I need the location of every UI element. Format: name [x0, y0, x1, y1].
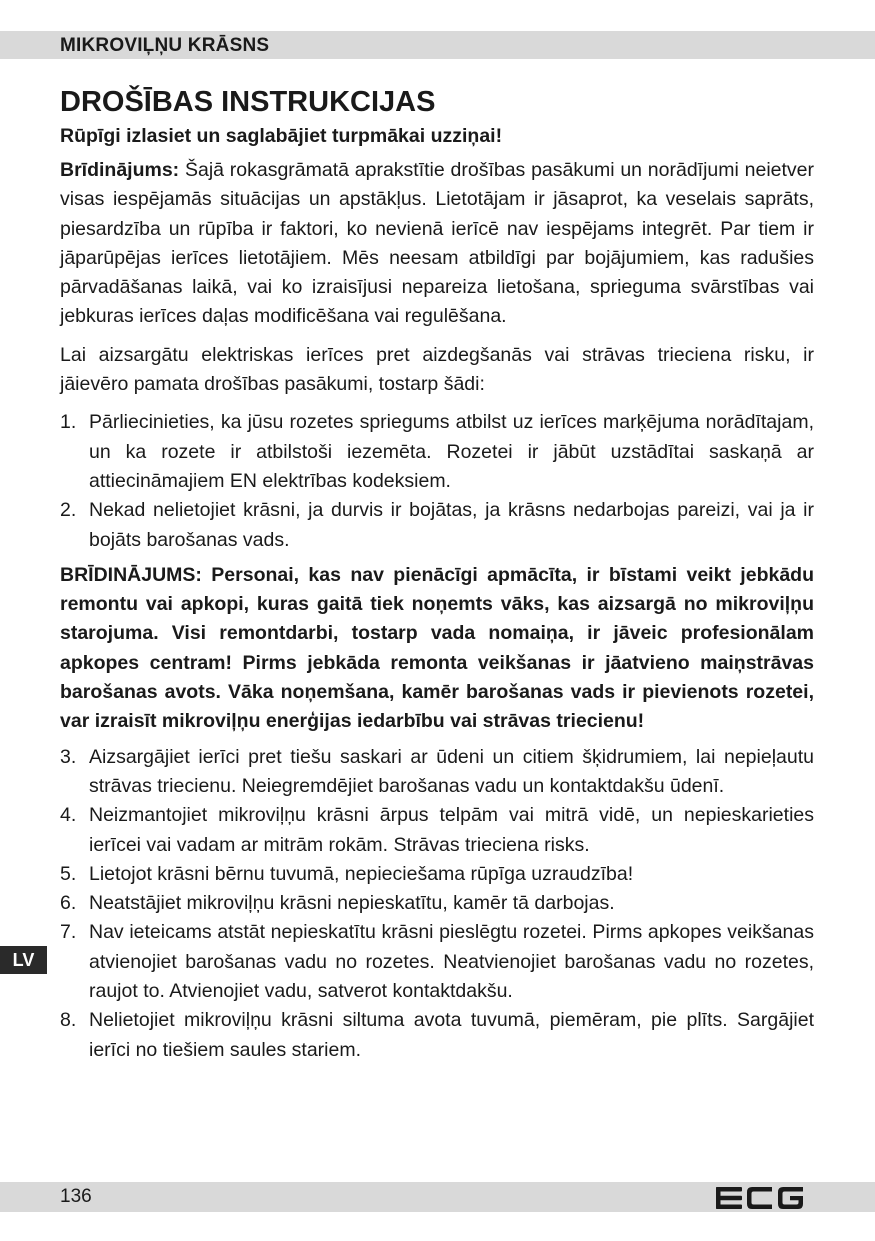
list-item-number: 1. — [60, 411, 77, 434]
list-item — [60, 1006, 814, 1065]
intro-lead: Brīdinājums: — [60, 159, 180, 181]
subtitle: Rūpīgi izlasiet un saglabājiet turpmākai uzziņai! — [60, 125, 503, 147]
list-item-number: 5. — [60, 862, 77, 885]
safety-list-2 — [60, 743, 814, 1065]
list-item — [60, 801, 814, 860]
list-item — [60, 408, 814, 496]
list-item — [60, 743, 814, 802]
ecg-logo — [716, 1187, 804, 1209]
footer-band — [0, 1182, 875, 1212]
list-item-number: 6. — [60, 892, 77, 915]
list-item — [60, 918, 814, 1006]
list-item — [60, 496, 814, 555]
list-item-number: 4. — [60, 804, 77, 827]
page-title: DROŠĪBAS INSTRUKCIJAS — [60, 86, 436, 118]
warning-paragraph: BRĪDINĀJUMS: Personai, kas nav pienācīgi apmācīta, ir bīstami veikt jebkādu remontu vai apkopi, kuras gaitā tiek noņemts vāks, kas aizsargā no mikroviļņu starojuma. Visi remontdarbi, tostarp vada nomaiņa, ir jāveic profesionālam apkopes centram! Pirms jebkāda remonta veikšanas ir jāatvieno maiņstrāvas barošanas avots. Vāka noņemšana, kamēr barošanas vads ir pievienots rozetei, var izraisīt mikroviļņu enerģijas iedarbību vai strāvas triecienu! — [60, 563, 814, 733]
list-item-text: Lietojot krāsni bērnu tuvumā, nepieciešama rūpīga uzraudzība! — [89, 862, 634, 885]
page-number: 136 — [60, 1186, 92, 1207]
list-item — [60, 860, 814, 889]
list-item-text: Aizsargājiet ierīci pret tiešu saskari ar ūdeni un citiem šķidrumiem, lai nepieļautu strāvas triecienu. Neiegremdējiet barošanas vadu un kontaktdakšu ūdenī. — [89, 745, 814, 797]
list-item-text: Pārliecinieties, ka jūsu rozetes spriegums atbilst uz ierīces marķējuma norādītajam, un ka rozete ir atbilstoši iezemēta. Rozetei ir jābūt uzstādītai saskaņā ar attiecināmajiem EN elektrības kodeksiem. — [89, 411, 814, 492]
list-item-text: Nekad nelietojiet krāsni, ja durvis ir bojātas, ja krāsns nedarbojas pareizi, vai ja ir bojāts barošanas vads. — [89, 499, 814, 551]
list-item-number: 7. — [60, 921, 77, 944]
list-item-number: 2. — [60, 499, 77, 522]
safety-list-1 — [60, 408, 814, 554]
intro-paragraph — [60, 156, 814, 332]
language-tab: LV — [0, 946, 47, 974]
paragraph-2: Lai aizsargātu elektriskas ierīces pret aizdegšanās vai strāvas trieciena risku, ir jāievēro pamata drošības pasākumi, tostarp šādi: — [60, 343, 814, 396]
list-item-number: 8. — [60, 1009, 77, 1032]
list-item-number: 3. — [60, 745, 77, 768]
list-item-text: Neizmantojiet mikroviļņu krāsni ārpus telpām vai mitrā vidē, un nepieskarieties ierīcei vai vadam ar mitrām rokām. Strāvas trieciena risks. — [89, 804, 814, 856]
list-item — [60, 889, 814, 918]
list-item-text: Neatstājiet mikroviļņu krāsni nepieskatītu, kamēr tā darbojas. — [89, 892, 615, 915]
list-item-text: Nav ieteicams atstāt nepieskatītu krāsni pieslēgtu rozetei. Pirms apkopes veikšanas atvienojiet barošanas vadu no rozetes. Neatvienojiet barošanas vadu no rozetes, raujot to. Atvienojiet vadu, satverot kontaktdakšu. — [89, 921, 814, 1003]
header-band — [0, 31, 875, 59]
main-content — [60, 84, 814, 1071]
list-item-text: Nelietojiet mikroviļņu krāsni siltuma avota tuvumā, piemēram, pie plīts. Sargājiet ierīci no tiešiem saules stariem. — [89, 1009, 814, 1061]
section-title: MIKROVIĻŅU KRĀSNS — [60, 35, 270, 56]
intro-text: Šajā rokasgrāmatā aprakstītie drošības pasākumi un norādījumi neietver visas iespējamās situācijas un apstākļus. Lietotājam ir jāsaprot, ka veselais saprāts, piesardzība un rūpība ir faktori, ko nevienā ierīcē nav iespējams integrēt. Par tiem ir jāparūpējas ierīces lietotājiem. Mēs neesam atbildīgi par bojājumiem, kas radušies pārvadāšanas laikā, vai ko izraisījusi nepareiza lietošana, sprieguma svārstības vai jebkuras ierīces daļas modificēšana vai regulēšana. — [60, 159, 814, 328]
